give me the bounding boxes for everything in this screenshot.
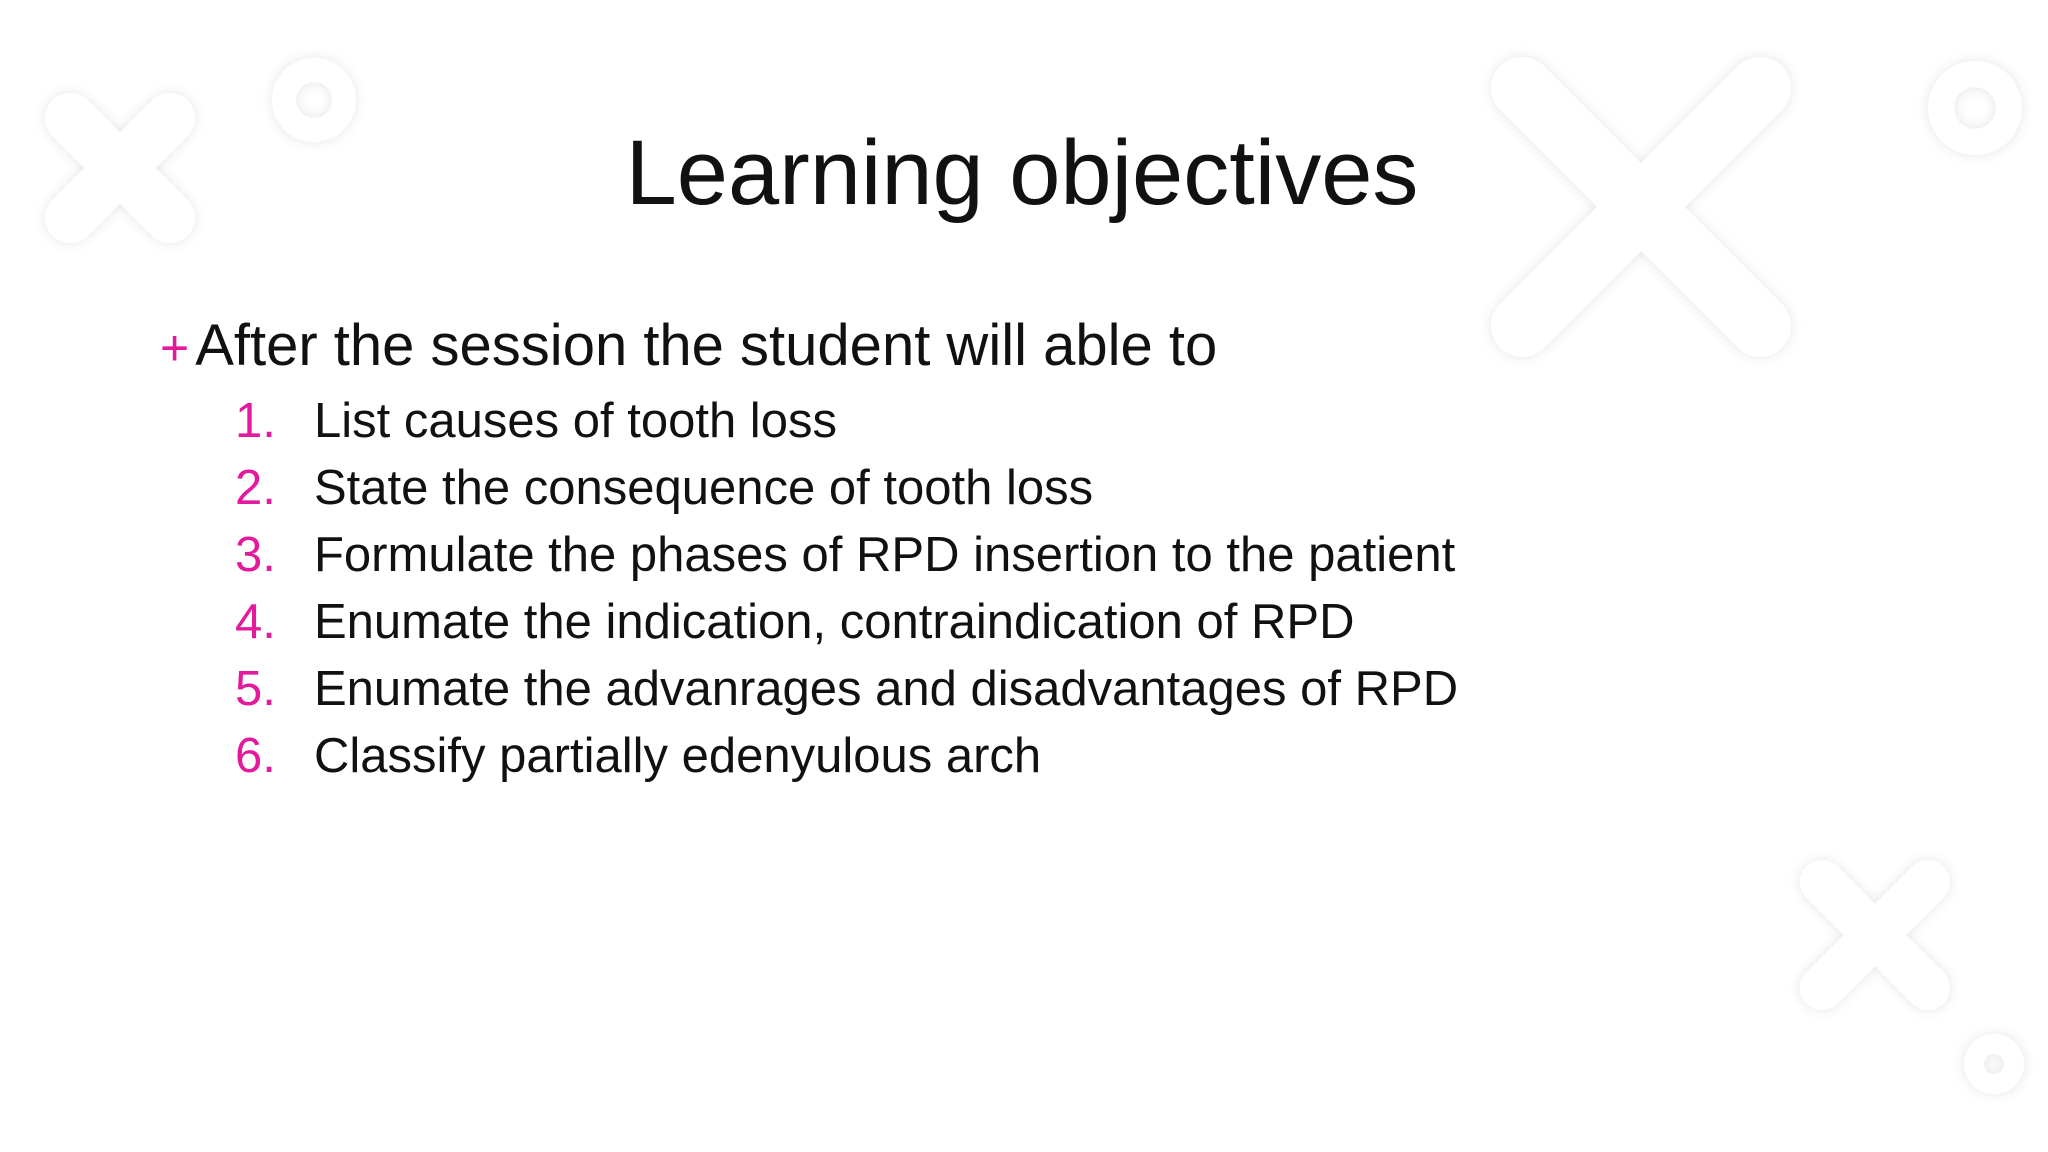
objective-text: Classify partially edenyulous arch: [314, 729, 1042, 783]
objective-text: List causes of tooth loss: [314, 394, 837, 448]
objective-text: Enumate the indication, contraindication of RPD: [314, 595, 1355, 649]
objective-number: 1.: [235, 394, 276, 448]
objective-text: Formulate the phases of RPD insertion to the patient: [314, 528, 1456, 582]
intro-text: After the session the student will able to: [195, 313, 1218, 378]
cross-shape-bottom-right: [1822, 882, 1928, 988]
objective-number: 6.: [235, 729, 276, 783]
slide-title-text: Learning objectives: [625, 122, 1419, 224]
objective-text: Enumate the advanrages and disadvantages of RPD: [314, 662, 1459, 716]
slide-title: [0, 118, 2045, 228]
objective-text: State the consequence of tooth loss: [314, 461, 1094, 515]
intro-line: [160, 310, 1217, 382]
objective-number: 4.: [235, 595, 276, 649]
objective-number: 5.: [235, 662, 276, 716]
circle-shape-bottom-right: [1974, 1044, 2014, 1084]
objective-number: 2.: [235, 461, 276, 515]
objective-number: 3.: [235, 528, 276, 582]
plus-bullet-icon: +: [160, 320, 190, 376]
